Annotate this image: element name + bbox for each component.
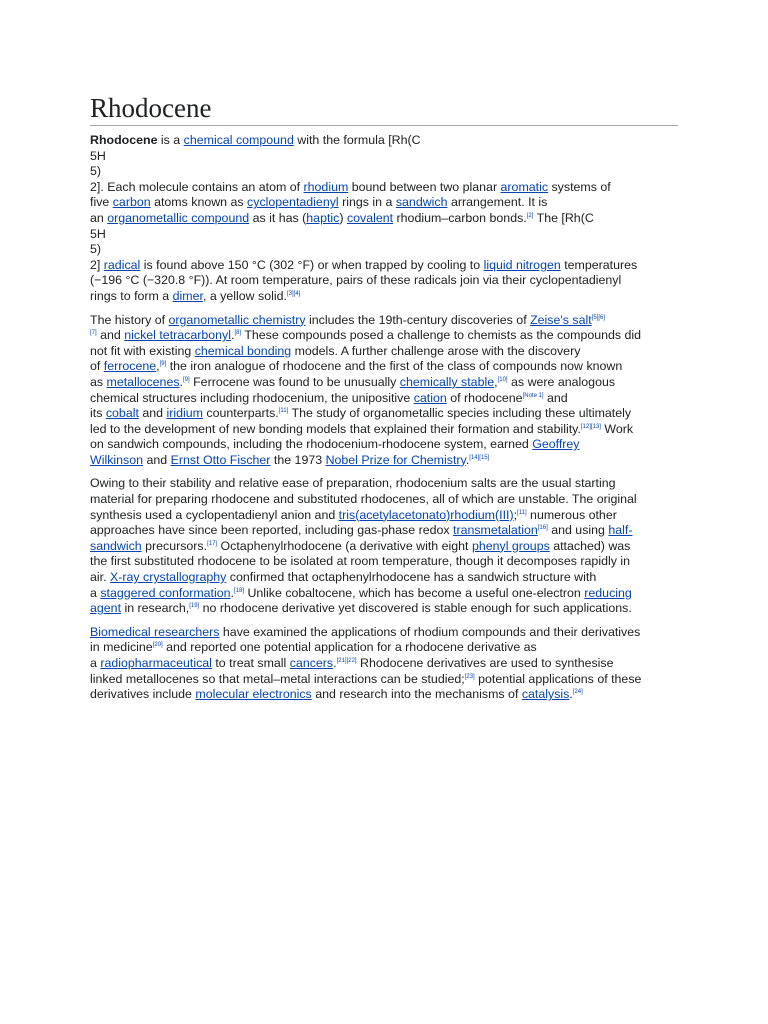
wiki-link[interactable]: phenyl groups [471, 538, 550, 553]
text-run: its [90, 406, 106, 421]
text-run: the 1973 [270, 452, 326, 467]
text-run: temperatures [560, 257, 638, 272]
citation-link[interactable]: [18] [233, 587, 244, 594]
citation-link[interactable]: [5][6] [591, 314, 606, 321]
text-run: and research into the mechanisms of [311, 687, 522, 702]
text-run: and using [547, 523, 609, 538]
text-run: 2]. Each molecule contains an atom of [90, 179, 304, 194]
text-run: The study of organometallic species including these ultimately [288, 406, 632, 421]
text-run: on sandwich compounds, including the rhodocenium-rhodocene system, earned [90, 437, 533, 452]
text-run: These compounds posed a challenge to chemists as the compounds did [241, 328, 642, 343]
citation-link[interactable]: [7] [90, 330, 97, 337]
wiki-link[interactable]: Nobel Prize for Chemistry [325, 452, 466, 467]
bold-term: Rhodocene [90, 133, 158, 147]
text-run: rings in a [338, 195, 396, 210]
paragraph-intro [90, 133, 678, 305]
wiki-link[interactable]: liquid nitrogen [483, 257, 561, 272]
text-run: precursors. [141, 538, 208, 553]
text-run: as it has ( [249, 210, 307, 225]
text-run: is a [157, 133, 184, 147]
wiki-link[interactable]: Ernst Otto Fischer [170, 452, 271, 467]
wiki-link[interactable]: cation [413, 390, 447, 405]
text-run: in research, [121, 601, 190, 616]
text-run: to treat small [211, 656, 290, 670]
text-run: is found above 150 °C (302 °F) or when trapped by cooling to [140, 257, 484, 272]
citation-link[interactable]: [9] [183, 376, 190, 383]
wiki-link[interactable]: Geoffrey [532, 437, 580, 452]
text-run: a [90, 656, 101, 670]
citation-link[interactable]: [2] [526, 212, 534, 219]
text-run: and [143, 452, 171, 467]
text-run: with the formula [Rh(C [293, 133, 421, 147]
wiki-link[interactable]: rhodium [303, 179, 349, 194]
text-run: as [90, 374, 107, 389]
wiki-link[interactable]: sandwich [90, 538, 142, 553]
text-run: linked metallocenes so that metal–metal interactions can be studied; [90, 671, 465, 686]
wiki-link[interactable]: nickel tetracarbonyl [124, 328, 231, 343]
text-run: . [230, 585, 234, 600]
wiki-link[interactable]: metallocenes [106, 374, 180, 389]
text-run: 5) [90, 164, 102, 179]
paragraph-history [90, 313, 678, 469]
text-run: the first substituted rhodocene to be isolated at room temperature, though it decomposes rapidly in [90, 554, 630, 569]
text-run: chemical structures including rhodocenium, the unipositive [90, 390, 414, 405]
wiki-link[interactable]: organometallic chemistry [168, 312, 306, 327]
text-run: in medicine [90, 640, 153, 655]
text-run: no rhodocene derivative yet discovered is stable enough for such applications. [199, 601, 632, 616]
wiki-link[interactable]: iridium [166, 406, 203, 421]
wiki-link[interactable]: chemical bonding [194, 343, 292, 358]
text-run: confirmed that octaphenylrhodocene has a sandwich structure with [226, 570, 597, 585]
citation-link[interactable]: [21][22] [336, 658, 357, 664]
wiki-link[interactable]: molecular electronics [195, 687, 312, 702]
text-run: led to the development of new bonding models that explained their formation and stability. [90, 421, 581, 436]
text-run: and [96, 328, 125, 343]
text-run: material for preparing rhodocene and substituted rhodocenes, all of which are unstable. The original [90, 492, 637, 507]
text-run: potential applications of these [474, 671, 642, 686]
text-run: not fit with existing [90, 343, 195, 358]
text-run: and reported one potential application for a rhodocene derivative as [162, 640, 537, 655]
text-run: , a yellow solid. [202, 288, 287, 303]
citation-link[interactable]: [Note 1] [522, 392, 544, 399]
text-run: The history of [90, 312, 169, 327]
text-run: an [90, 210, 108, 225]
text-run: as were analogous [507, 374, 616, 389]
text-run: . [230, 328, 235, 343]
text-run: The [Rh(C [533, 210, 594, 225]
text-run: have examined the applications of rhodium compounds and their derivatives [219, 624, 641, 639]
text-run: counterparts. [202, 406, 279, 421]
citation-link[interactable]: [14][15] [469, 454, 490, 461]
citation-link[interactable]: [20] [152, 642, 163, 649]
text-run: the iron analogue of rhodocene and the first of the class of compounds now known [166, 359, 623, 374]
wiki-link[interactable]: haptic [306, 210, 340, 225]
wiki-link[interactable]: chemically stable [399, 374, 495, 389]
text-run: rhodium–carbon bonds. [393, 210, 527, 225]
text-run: Work [600, 421, 634, 436]
text-run: and [138, 406, 167, 421]
wiki-link[interactable]: half- [608, 523, 633, 538]
text-run: a [90, 585, 101, 600]
citation-link[interactable]: [16] [537, 525, 548, 532]
citation-link[interactable]: [10] [497, 376, 508, 383]
text-run: 5H [90, 226, 106, 241]
wiki-link[interactable]: catalysis [521, 687, 570, 702]
text-run: (−196 °C (−320.8 °F)). At room temperature, pairs of these radicals join via their cyclopentadienyl [90, 273, 622, 288]
wiki-link[interactable]: organometallic compound [107, 210, 250, 225]
wiki-link[interactable]: agent [90, 601, 122, 616]
text-run: bound between two planar [348, 179, 501, 194]
citation-link[interactable]: [12][13] [580, 423, 601, 430]
text-run: ) [339, 210, 347, 225]
wiki-link[interactable]: Wilkinson [90, 452, 144, 467]
citation-link[interactable]: [3][4] [286, 290, 301, 297]
text-run: Rhodocene derivatives are used to synthesise [356, 656, 614, 670]
text-run: numerous other [526, 507, 617, 522]
text-run: , [156, 359, 160, 374]
wiki-link[interactable]: sandwich [395, 195, 448, 210]
text-run: 5) [90, 242, 102, 257]
text-run: . [569, 687, 573, 702]
text-run: Owing to their stability and relative ease of preparation, rhodocenium salts are the usual starting [90, 476, 616, 491]
text-run: includes the 19th-century discoveries of [305, 312, 531, 327]
text-run: systems of [548, 179, 611, 194]
paragraph-synthesis [90, 476, 678, 616]
text-run: atoms known as [150, 195, 248, 210]
text-run: . [333, 656, 337, 670]
text-run: and [543, 390, 568, 405]
wiki-link[interactable]: cyclopentadienyl [247, 195, 339, 210]
text-run: five [90, 195, 113, 210]
citation-link[interactable]: [19] [189, 603, 200, 610]
text-run: . [465, 452, 470, 467]
wiki-link[interactable]: radiopharmaceutical [100, 656, 212, 670]
text-run: Octaphenylrhodocene (a derivative with eight [217, 538, 472, 553]
text-run: of [90, 359, 104, 374]
text-run: rings to form a [90, 288, 173, 303]
wiki-link[interactable]: Biomedical researchers [90, 624, 220, 639]
text-run: derivatives include [90, 687, 196, 702]
wiki-link[interactable]: covalent [346, 210, 394, 225]
citation-link[interactable]: [11] [517, 509, 527, 516]
text-run: 2] [90, 257, 104, 272]
text-run: synthesis used a cyclopentadienyl anion and [90, 507, 339, 522]
text-run: approaches have since been reported, including gas-phase redox [90, 523, 454, 538]
article-body [90, 133, 678, 711]
citation-link[interactable]: [8] [234, 330, 242, 337]
wiki-link[interactable]: cobalt [105, 406, 139, 421]
text-run: attached) was [549, 538, 631, 553]
paragraph-applications [90, 625, 678, 703]
wiki-link[interactable]: carbon [112, 195, 151, 210]
text-run: . [179, 374, 183, 389]
wiki-link[interactable]: chemical compound [183, 133, 294, 147]
wiki-link[interactable]: tris(acetylacetonato)rhodium(III) [338, 507, 514, 522]
wiki-link[interactable]: aromatic [500, 179, 549, 194]
text-run: air. [90, 570, 110, 585]
wiki-link[interactable]: radical [103, 257, 141, 272]
article-title: Rhodocene [90, 93, 212, 123]
wiki-link[interactable]: Zeise's salt [530, 312, 592, 327]
wiki-link[interactable]: ferrocene [103, 359, 157, 374]
text-run: models. A further challenge arose with the discovery [291, 343, 581, 358]
text-run: ; [513, 507, 518, 522]
text-run: 5H [90, 148, 106, 163]
text-run: Unlike cobaltocene, which has become a useful one-electron [244, 585, 585, 600]
text-run: of rhodocene [446, 390, 523, 405]
wiki-link[interactable]: reducing [584, 585, 632, 600]
wiki-link[interactable]: transmetalation [453, 523, 538, 538]
citation-link[interactable]: [11] [278, 408, 289, 415]
citation-link[interactable]: [24] [572, 689, 583, 696]
text-run: Ferrocene was found to be unusually [189, 374, 400, 389]
text-run: , [494, 374, 498, 389]
title-divider [90, 125, 678, 126]
wiki-link[interactable]: cancers [289, 656, 334, 670]
text-run: arrangement. It is [447, 195, 548, 210]
citation-link[interactable]: [17] [207, 540, 218, 547]
wiki-link[interactable]: staggered conformation [100, 585, 231, 600]
citation-link[interactable]: [23] [464, 673, 475, 680]
citation-link[interactable]: [9] [159, 361, 167, 368]
wiki-link[interactable]: dimer [172, 288, 203, 303]
wiki-link[interactable]: X-ray crystallography [109, 570, 227, 585]
